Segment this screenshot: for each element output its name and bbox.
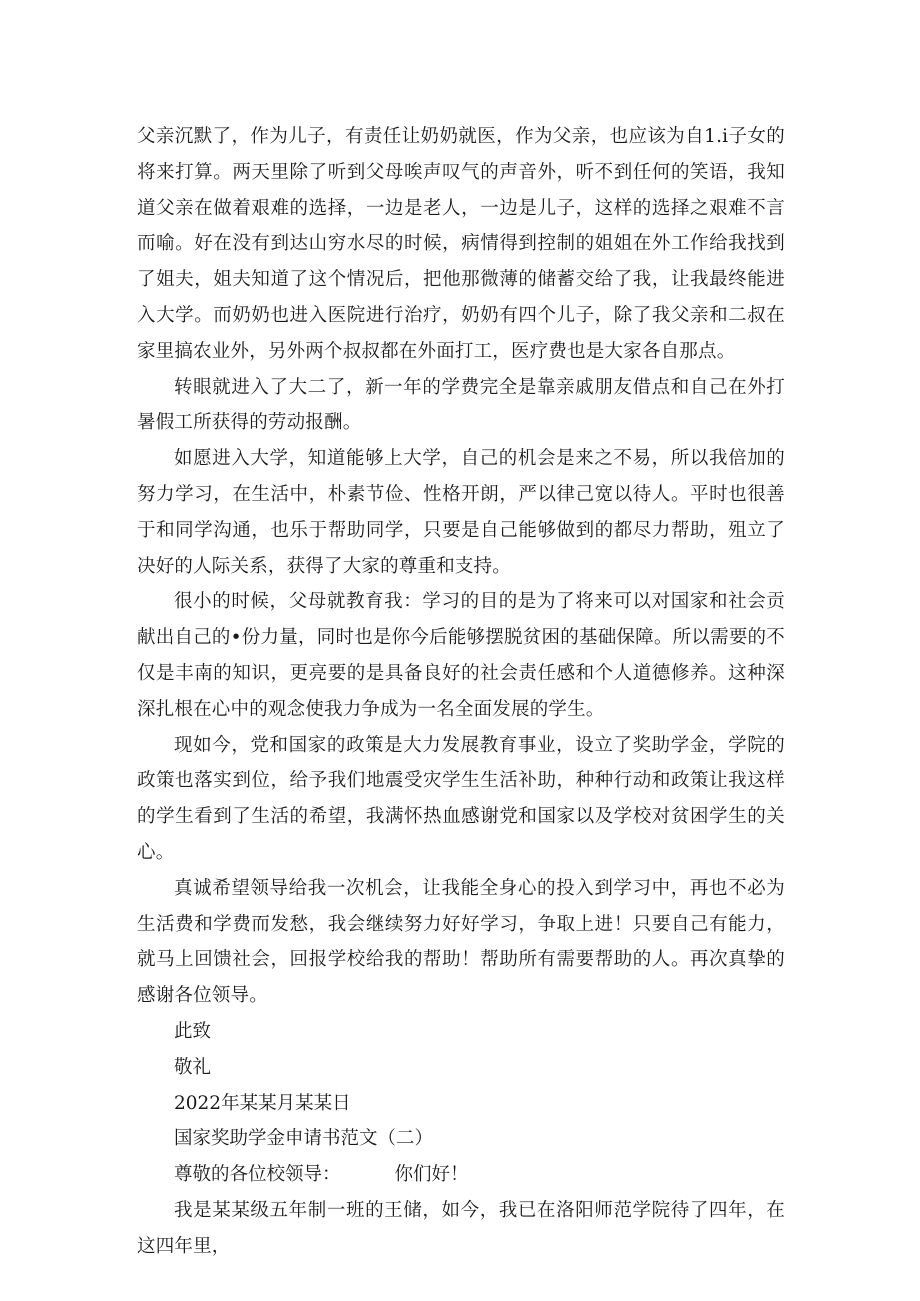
paragraph-4: 很小的时候，父母就教育我：学习的目的是为了将来可以对国家和社会贡献出自己的•份力量，同时也是你今后能够摆脱贫困的基础保障。所以需要的不仅是丰南的知识，更亮要的是具备良好的社会责任感和个人道德修养。这种深深扎根在心中的观念使我力争成为一名全面发展的学生。 xyxy=(137,591,785,720)
salutation-recipient: 尊敬的各位校领导： xyxy=(174,1164,341,1186)
salutation-line xyxy=(137,1157,785,1193)
document-body xyxy=(137,119,785,1265)
paragraph-intro: 我是某某级五年制一班的王储，如今，我已在洛阳师范学院待了四年，在这四年里， xyxy=(137,1199,785,1257)
paragraph-5: 现如今，党和国家的政策是大力发展教育事业，设立了奖助学金，学院的政策也落实到位，给予我们地震受灾学生生活补助，种种行动和政策让我这样的学生看到了生活的希望，我满怀热血感谢党和国家以及学校对贫困学生的关心。 xyxy=(137,734,785,863)
salutation-greeting: 你们好！ xyxy=(394,1164,469,1186)
paragraph-2: 转眼就进入了大二了，新一年的学费完全是靠亲戚朋友借点和自己在外打暑假工所获得的劳动报酬。 xyxy=(137,376,785,434)
section-title: 国家奖助学金申请书范文（二） xyxy=(174,1128,434,1150)
closing-jing-li: 敬礼 xyxy=(174,1056,212,1078)
paragraph-6: 真诚希望领导给我一次机会，让我能全身心的投入到学习中，再也不必为生活费和学费而发愁，我会继续努力好好学习，争取上进！只要自己有能力，就马上回馈社会，回报学校给我的帮助！帮助所有需要帮助的人。再次真挚的感谢各位领导。 xyxy=(137,877,785,1007)
paragraph-1: 父亲沉默了，作为儿子，有责任让奶奶就医，作为父亲，也应该为自1.i子女的将来打算。两天里除了听到父母唉声叹气的声音外，听不到任何的笑语，我知道父亲在做着艰难的选择，一边是老人，一边是儿子，这样的选择之艰难不言而喻。好在没有到达山穷水尽的时候，病情得到控制的姐姐在外工作给我找到了姐夫，姐夫知道了这个情况后，把他那微薄的储蓄交给了我，让我最终能进入大学。而奶奶也进入医院进行治疗，奶奶有四个儿子，除了我父亲和二叔在家里搞农业外，另外两个叔叔都在外面打工，医疗费也是大家各自那点。 xyxy=(137,126,785,362)
letter-date: 2022年某某月某某日 xyxy=(174,1092,351,1114)
paragraph-3: 如愿进入大学，知道能够上大学，自己的机会是来之不易，所以我倍加的努力学习，在生活中，朴素节俭、性格开朗，严以律己宽以待人。平时也很善于和同学沟通，也乐于帮助同学，只要是自己能够做到的都尽力帮助，殂立了决好的人际关系，获得了大家的尊重和支持。 xyxy=(137,448,785,577)
closing-ci-zhi: 此致 xyxy=(174,1020,212,1042)
